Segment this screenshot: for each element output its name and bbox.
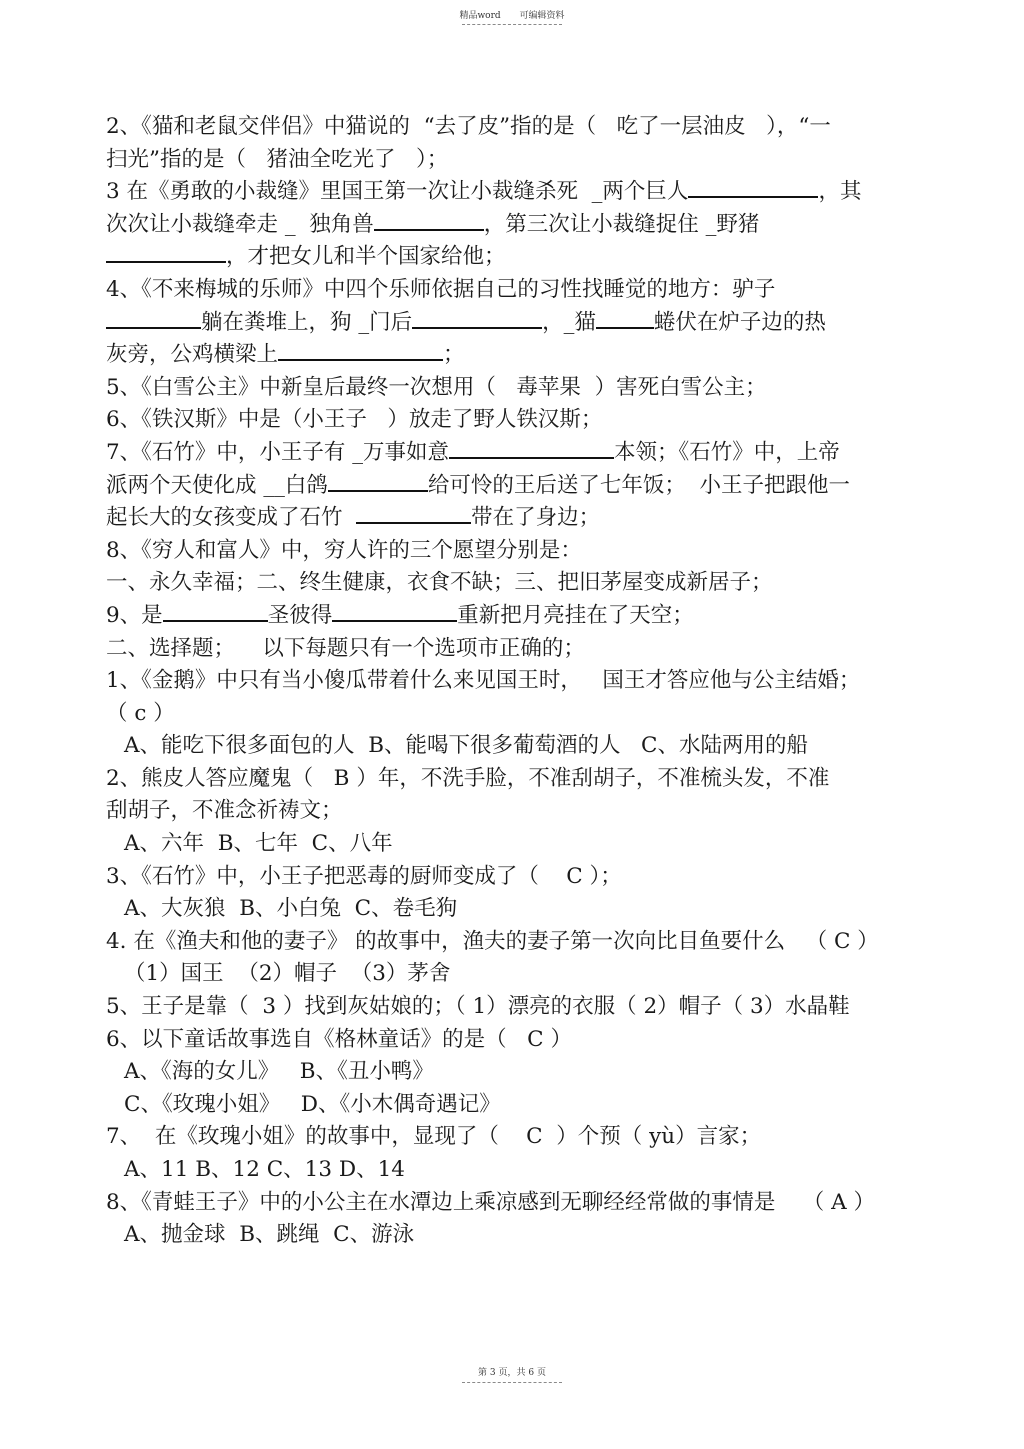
question-line: 2、熊皮人答应魔鬼（ B ）年，不洗手脸，不准刮胡子，不准梳头发，不准	[106, 765, 830, 791]
header-left-text: 精品word	[459, 11, 501, 21]
text-segment: 次次让小裁缝牵走 _ 独角兽	[106, 211, 374, 237]
question-line: 5、王子是靠（ 3 ）找到灰姑娘的；（ 1）漂亮的衣服（ 2）帽子（ 3）水晶鞋	[106, 994, 850, 1020]
text-segment: ，_猫	[542, 309, 596, 335]
page-header	[0, 8, 1024, 21]
answer-blank	[449, 437, 614, 459]
answer-blank	[163, 600, 268, 622]
text-segment: 起长大的女孩变成了石竹	[106, 505, 357, 531]
answer-blank	[278, 339, 443, 361]
text-segment: ，其	[818, 179, 862, 205]
answer-blank	[106, 307, 201, 329]
text-segment: ，才把女儿和半个国家给他；	[226, 244, 506, 270]
answer-line: （ c ）	[106, 700, 175, 726]
text-line: 6、《铁汉斯》中是（小王子 ）放走了野人铁汉斯；	[106, 407, 603, 433]
text-line	[106, 470, 916, 503]
question-line: 3、《石竹》中，小王子把恶毒的厨师变成了（ C ）；	[106, 863, 622, 889]
text-segment: 带在了身边；	[471, 505, 601, 531]
question-line: 6、以下童话故事选自《格林童话》的是（ C ）	[106, 1026, 572, 1052]
answer-blank	[356, 502, 471, 524]
text-line	[106, 176, 916, 209]
header-divider	[462, 24, 562, 25]
text-segment: 3 在《勇敢的小裁缝》里国王第一次让小裁缝杀死 _两个巨人	[106, 179, 689, 205]
text-segment: ；	[443, 342, 465, 368]
document-body	[106, 111, 916, 1252]
text-segment: 给可怜的王后送了七年饭； 小王子把跟他一	[427, 472, 851, 498]
section-heading: 二、选择题； 以下每题只有一个选项市正确的；	[106, 635, 585, 661]
text-line: 4、《不来梅城的乐师》中四个乐师依据自己的习性找睡觉的地方：驴子	[106, 276, 776, 302]
question-line: 刮胡子，不准念祈祷文；	[106, 798, 343, 824]
option-line: （1）国王 （2）帽子 （3）茅舍	[124, 961, 451, 987]
text-line	[106, 502, 916, 535]
option-line: A、11 B、12 C、13 D、14	[124, 1157, 405, 1182]
answer-blank	[374, 209, 484, 231]
option-line: A、能吃下很多面包的人 B、能喝下很多葡萄酒的人 C、水陆两用的船	[124, 733, 808, 759]
footer-divider	[462, 1382, 562, 1383]
text-line	[106, 241, 916, 274]
text-segment: 躺在粪堆上，狗 _门后	[201, 309, 413, 335]
question-line: 4. 在《渔夫和他的妻子》 的故事中，渔夫的妻子第一次向比目鱼要什么 （ C ）	[106, 928, 879, 954]
text-segment: 蜷伏在炉子边的热	[653, 309, 826, 335]
text-segment: 重新把月亮挂在了天空；	[457, 602, 694, 628]
text-line	[106, 209, 916, 242]
answer-blank	[688, 176, 818, 198]
answer-blank	[328, 470, 428, 492]
text-segment: 灰旁，公鸡横梁上	[106, 342, 279, 368]
option-line: A、六年 B、七年 C、八年	[124, 831, 393, 857]
option-line: A、《海的女儿》 B、《丑小鸭》	[124, 1059, 434, 1085]
text-segment: ，第三次让小裁缝捉住 _野猪	[483, 211, 760, 237]
text-line: 扫光”指的是（ 猪油全吃光了 ）；	[106, 146, 449, 172]
header-right-text: 可编辑资料	[519, 11, 565, 21]
question-line: 7、 在《玫瑰小姐》的故事中，显现了（ C ）个预（ yù）言家；	[106, 1124, 762, 1150]
text-segment: 7、《石竹》中，小王子有 _万事如意	[106, 439, 450, 465]
text-line: 2、《猫和老鼠交伴侣》中猫说的 “去了皮”指的是（ 吃了一层油皮 ），“一	[106, 114, 831, 139]
answer-blank	[106, 241, 226, 263]
text-segment: 派两个天使化成 __白鸽	[106, 472, 328, 498]
text-segment: 9、是	[106, 602, 163, 628]
option-line: A、大灰狼 B、小白兔 C、卷毛狗	[124, 896, 458, 922]
text-line: 5、《白雪公主》中新皇后最终一次想用（ 毒苹果 ）害死白雪公主；	[106, 374, 767, 400]
text-line	[106, 600, 916, 633]
text-line: 8、《穷人和富人》中，穷人许的三个愿望分别是：	[106, 537, 582, 563]
option-line: C、《玫瑰小姐》 D、《小木偶奇遇记》	[124, 1091, 501, 1117]
text-line	[106, 339, 916, 372]
text-line	[106, 437, 916, 470]
question-line: 1、《金鹅》中只有当小傻瓜带着什么来见国王时， 国王才答应他与公主结婚；	[106, 668, 861, 694]
page-footer: 第 3 页，共 6 页	[478, 1368, 546, 1378]
question-line: 8、《青蛙王子》中的小公主在水潭边上乘凉感到无聊经经常做的事情是 （ A ）	[106, 1189, 875, 1215]
text-segment: 圣彼得	[267, 602, 333, 628]
text-line	[106, 307, 916, 340]
answer-blank	[412, 307, 542, 329]
text-segment: 本领；《石竹》中，上帝	[614, 439, 840, 465]
answer-blank	[596, 307, 654, 329]
text-line: 一、永久幸福；二、终生健康，衣食不缺；三、把旧茅屋变成新居子；	[106, 570, 773, 596]
option-line: A、抛金球 B、跳绳 C、游泳	[124, 1222, 415, 1248]
answer-blank	[332, 600, 457, 622]
